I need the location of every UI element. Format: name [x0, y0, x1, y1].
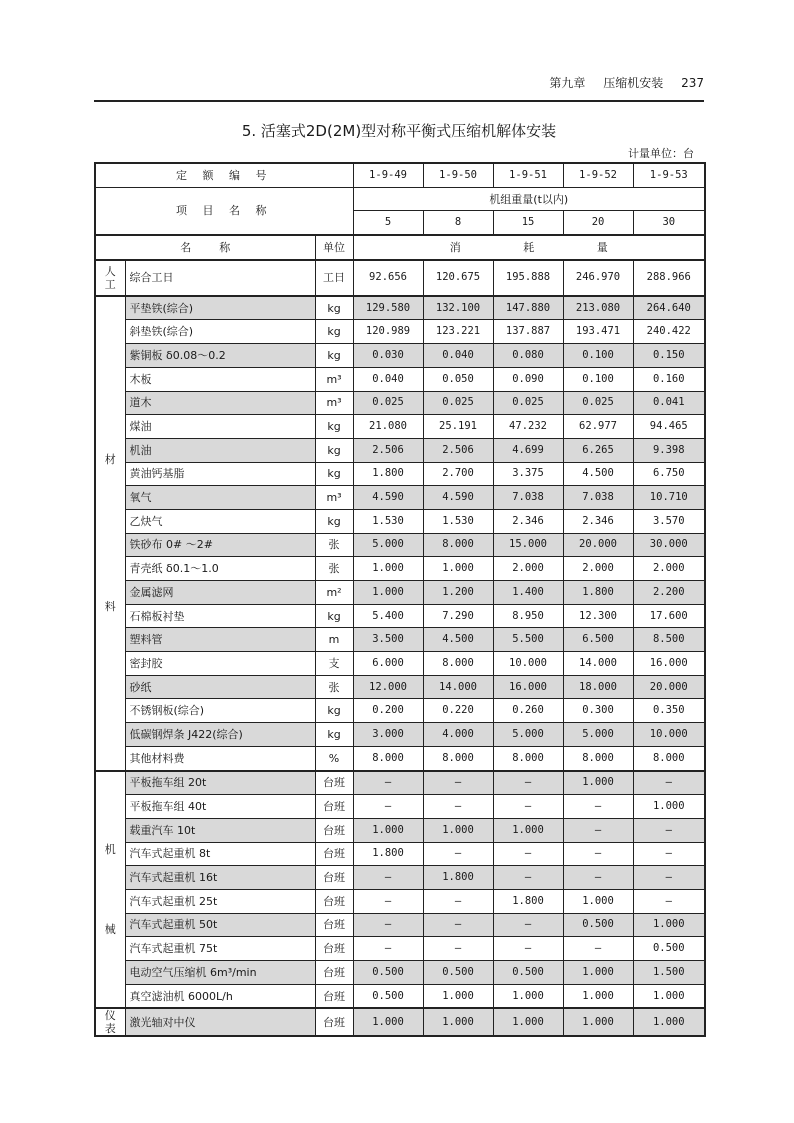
- item-name: 青壳纸 δ0.1～1.0: [125, 557, 315, 581]
- consumption-value: —: [423, 842, 493, 866]
- table-row: [95, 367, 705, 391]
- category-char: 料: [104, 600, 116, 614]
- consumption-value: 5.500: [493, 628, 563, 652]
- item-name: 密封胶: [125, 652, 315, 676]
- table-row: [95, 746, 705, 770]
- item-unit: 张: [315, 557, 353, 581]
- table-row: [95, 652, 705, 676]
- consumption-value: 25.191: [423, 415, 493, 439]
- consumption-value: 1.000: [423, 818, 493, 842]
- consumption-value: —: [423, 889, 493, 913]
- consumption-value: —: [633, 866, 705, 890]
- consumption-value: 147.880: [493, 296, 563, 320]
- consumption-value: 7.038: [563, 486, 633, 510]
- consumption-value: 1.000: [563, 984, 633, 1008]
- item-unit: 工日: [315, 260, 353, 296]
- consumption-value: 21.080: [353, 415, 423, 439]
- consumption-value: 7.038: [493, 486, 563, 510]
- item-unit: 台班: [315, 866, 353, 890]
- consumption-value: —: [563, 795, 633, 819]
- consumption-value: 0.025: [563, 391, 633, 415]
- consumption-value: 0.030: [353, 344, 423, 368]
- consumption-value: 0.160: [633, 367, 705, 391]
- consumption-value: 8.000: [423, 746, 493, 770]
- item-name: 激光轴对中仪: [125, 1008, 315, 1036]
- consumption-value: 0.300: [563, 699, 633, 723]
- consumption-value: 3.000: [353, 723, 423, 747]
- consumption-value: 1.000: [493, 984, 563, 1008]
- header-rule: [94, 100, 704, 102]
- quota-code-label: 定 额 编 号: [95, 163, 353, 187]
- table-row: [95, 913, 705, 937]
- section-label: 压缩机安装: [603, 76, 664, 90]
- consumption-value: 0.040: [423, 344, 493, 368]
- unit-column-header: 单位: [315, 235, 353, 260]
- unit-note: 计量单位：台: [628, 147, 694, 160]
- consumption-value: 0.040: [353, 367, 423, 391]
- consumption-value: 6.000: [353, 652, 423, 676]
- consumption-value: 0.100: [563, 367, 633, 391]
- consumption-value: 4.590: [423, 486, 493, 510]
- table-row: [95, 344, 705, 368]
- consumption-value: 0.500: [563, 913, 633, 937]
- weight-value: 5: [353, 211, 423, 235]
- consumption-value: 7.290: [423, 604, 493, 628]
- consumption-value: 12.000: [353, 675, 423, 699]
- category-char: 械: [104, 922, 116, 936]
- item-unit: kg: [315, 699, 353, 723]
- consumption-value: 16.000: [633, 652, 705, 676]
- consumption-value: 18.000: [563, 675, 633, 699]
- item-name: 综合工日: [125, 260, 315, 296]
- consumption-value: 240.422: [633, 320, 705, 344]
- consumption-value: —: [423, 795, 493, 819]
- consumption-value: 137.887: [493, 320, 563, 344]
- name-column-header: 名 称: [95, 235, 315, 260]
- consumption-value: 2.000: [493, 557, 563, 581]
- consumption-value: 0.350: [633, 699, 705, 723]
- consumption-value: 1.000: [563, 1008, 633, 1036]
- category-char: 仪: [104, 1009, 116, 1023]
- item-name: 汽车式起重机 8t: [125, 842, 315, 866]
- item-name: 紫铜板 δ0.08～0.2: [125, 344, 315, 368]
- weight-label: 机组重量(t以内): [353, 187, 705, 211]
- item-unit: kg: [315, 723, 353, 747]
- category-char: 人: [104, 264, 116, 278]
- consumption-value: 92.656: [353, 260, 423, 296]
- consumption-value: —: [563, 866, 633, 890]
- consumption-value: 2.506: [423, 438, 493, 462]
- consumption-value: 123.221: [423, 320, 493, 344]
- consumption-value: 0.025: [423, 391, 493, 415]
- consumption-value: 3.500: [353, 628, 423, 652]
- table-row: [95, 866, 705, 890]
- category-char: 表: [104, 1022, 116, 1036]
- item-name: 塑料管: [125, 628, 315, 652]
- page-title: 5. 活塞式2D(2M)型对称平衡式压缩机解体安装: [241, 122, 557, 140]
- item-unit: 支: [315, 652, 353, 676]
- consumption-value: 1.000: [353, 1008, 423, 1036]
- consumption-value: 213.080: [563, 296, 633, 320]
- table-row: [95, 842, 705, 866]
- consumption-value: —: [633, 842, 705, 866]
- item-unit: m³: [315, 486, 353, 510]
- table-row: [95, 462, 705, 486]
- page-number: 237: [681, 76, 704, 90]
- consumption-value: 1.530: [423, 509, 493, 533]
- table-row: [95, 961, 705, 985]
- consumption-value: 132.100: [423, 296, 493, 320]
- consumption-value: 2.000: [563, 557, 633, 581]
- item-name-label: 项 目 名 称: [95, 187, 353, 235]
- consumption-value: —: [353, 889, 423, 913]
- consumption-value: 0.500: [423, 961, 493, 985]
- consumption-value: 8.000: [563, 746, 633, 770]
- consumption-char: 耗: [523, 240, 535, 254]
- table-row: [95, 604, 705, 628]
- consumption-value: 10.710: [633, 486, 705, 510]
- weight-value: 15: [493, 211, 563, 235]
- item-unit: 台班: [315, 913, 353, 937]
- quota-code-row: [95, 163, 705, 187]
- consumption-value: 6.265: [563, 438, 633, 462]
- consumption-value: —: [423, 937, 493, 961]
- consumption-value: —: [493, 866, 563, 890]
- category-cell: [95, 1008, 125, 1036]
- category-char: 材: [104, 453, 116, 467]
- item-unit: kg: [315, 296, 353, 320]
- consumption-value: 1.800: [353, 462, 423, 486]
- item-unit: 台班: [315, 818, 353, 842]
- item-name: 木板: [125, 367, 315, 391]
- item-name: 载重汽车 10t: [125, 818, 315, 842]
- consumption-value: 8.000: [493, 746, 563, 770]
- consumption-header: [353, 235, 705, 260]
- item-name: 其他材料费: [125, 746, 315, 770]
- consumption-value: —: [353, 795, 423, 819]
- item-unit: 台班: [315, 771, 353, 795]
- consumption-value: 20.000: [633, 675, 705, 699]
- consumption-value: 1.800: [563, 581, 633, 605]
- consumption-value: —: [563, 842, 633, 866]
- item-unit: kg: [315, 438, 353, 462]
- consumption-value: 193.471: [563, 320, 633, 344]
- consumption-value: 129.580: [353, 296, 423, 320]
- consumption-value: 15.000: [493, 533, 563, 557]
- consumption-value: 10.000: [493, 652, 563, 676]
- item-unit: m: [315, 628, 353, 652]
- consumption-value: 5.400: [353, 604, 423, 628]
- consumption-value: 17.600: [633, 604, 705, 628]
- consumption-value: 5.000: [353, 533, 423, 557]
- consumption-value: 0.500: [493, 961, 563, 985]
- item-unit: 台班: [315, 961, 353, 985]
- table-row: [95, 557, 705, 581]
- consumption-value: 0.080: [493, 344, 563, 368]
- consumption-value: 4.000: [423, 723, 493, 747]
- consumption-value: 1.000: [633, 984, 705, 1008]
- table-row: [95, 818, 705, 842]
- consumption-value: 8.500: [633, 628, 705, 652]
- consumption-value: —: [633, 818, 705, 842]
- consumption-value: 1.000: [633, 1008, 705, 1036]
- weight-value: 8: [423, 211, 493, 235]
- item-name: 煤油: [125, 415, 315, 439]
- consumption-value: —: [493, 771, 563, 795]
- consumption-value: 120.675: [423, 260, 493, 296]
- page-header: [94, 74, 704, 98]
- consumption-value: 246.970: [563, 260, 633, 296]
- consumption-value: 0.200: [353, 699, 423, 723]
- consumption-value: 195.888: [493, 260, 563, 296]
- item-name: 平板拖车组 40t: [125, 795, 315, 819]
- consumption-value: 1.800: [493, 889, 563, 913]
- consumption-value: 8.000: [353, 746, 423, 770]
- consumption-value: 94.465: [633, 415, 705, 439]
- consumption-value: —: [353, 771, 423, 795]
- consumption-value: 4.699: [493, 438, 563, 462]
- consumption-value: 120.989: [353, 320, 423, 344]
- item-unit: kg: [315, 604, 353, 628]
- item-name: 氧气: [125, 486, 315, 510]
- consumption-value: 0.100: [563, 344, 633, 368]
- item-unit: 台班: [315, 842, 353, 866]
- table-row: [95, 438, 705, 462]
- consumption-value: 1.000: [353, 818, 423, 842]
- table-row: [95, 486, 705, 510]
- quota-code: 1-9-50: [423, 163, 493, 187]
- consumption-value: —: [633, 771, 705, 795]
- consumption-value: —: [633, 889, 705, 913]
- table-row: [95, 675, 705, 699]
- consumption-value: 10.000: [633, 723, 705, 747]
- consumption-value: 12.300: [563, 604, 633, 628]
- consumption-value: 1.530: [353, 509, 423, 533]
- item-unit: kg: [315, 462, 353, 486]
- consumption-value: 264.640: [633, 296, 705, 320]
- consumption-value: —: [423, 771, 493, 795]
- consumption-value: 2.700: [423, 462, 493, 486]
- consumption-value: 1.000: [633, 795, 705, 819]
- consumption-value: —: [493, 795, 563, 819]
- consumption-value: 62.977: [563, 415, 633, 439]
- table-row: [95, 723, 705, 747]
- quota-code: 1-9-51: [493, 163, 563, 187]
- item-name: 斜垫铁(综合): [125, 320, 315, 344]
- consumption-value: —: [353, 937, 423, 961]
- table-row: [95, 628, 705, 652]
- consumption-value: 1.000: [563, 771, 633, 795]
- consumption-value: 5.000: [563, 723, 633, 747]
- consumption-value: 0.025: [353, 391, 423, 415]
- table-row: [95, 889, 705, 913]
- consumption-value: 2.000: [633, 557, 705, 581]
- item-name: 乙炔气: [125, 509, 315, 533]
- item-name: 低碳钢焊条 J422(综合): [125, 723, 315, 747]
- consumption-value: 2.346: [493, 509, 563, 533]
- consumption-value: 1.000: [423, 557, 493, 581]
- consumption-value: 2.200: [633, 581, 705, 605]
- item-unit: 台班: [315, 889, 353, 913]
- table-row: [95, 320, 705, 344]
- consumption-value: 0.025: [493, 391, 563, 415]
- table-row: [95, 1008, 705, 1036]
- category-cell: [95, 771, 125, 1009]
- item-name: 汽车式起重机 75t: [125, 937, 315, 961]
- consumption-value: —: [353, 913, 423, 937]
- category-cell: [95, 296, 125, 771]
- weight-value: 30: [633, 211, 705, 235]
- weight-label-row: [95, 187, 705, 211]
- consumption-value: 0.041: [633, 391, 705, 415]
- consumption-value: —: [353, 866, 423, 890]
- consumption-value: —: [493, 937, 563, 961]
- consumption-value: 1.000: [493, 1008, 563, 1036]
- consumption-value: 0.220: [423, 699, 493, 723]
- column-header-row: [95, 235, 705, 260]
- item-name: 汽车式起重机 25t: [125, 889, 315, 913]
- consumption-value: 288.966: [633, 260, 705, 296]
- consumption-char: 量: [596, 240, 608, 254]
- consumption-value: 1.000: [353, 581, 423, 605]
- item-unit: 台班: [315, 1008, 353, 1036]
- item-unit: kg: [315, 415, 353, 439]
- item-unit: 台班: [315, 795, 353, 819]
- consumption-value: 8.000: [633, 746, 705, 770]
- consumption-value: 0.090: [493, 367, 563, 391]
- item-unit: 台班: [315, 937, 353, 961]
- quota-table: [94, 162, 706, 1037]
- consumption-value: 4.500: [563, 462, 633, 486]
- consumption-value: 1.800: [423, 866, 493, 890]
- table-row: [95, 296, 705, 320]
- item-unit: m²: [315, 581, 353, 605]
- chapter-label: 第九章: [549, 76, 586, 90]
- item-name: 真空滤油机 6000L/h: [125, 984, 315, 1008]
- item-unit: 张: [315, 533, 353, 557]
- consumption-value: 1.400: [493, 581, 563, 605]
- item-name: 平垫铁(综合): [125, 296, 315, 320]
- consumption-value: 30.000: [633, 533, 705, 557]
- consumption-value: 8.000: [423, 533, 493, 557]
- item-unit: 台班: [315, 984, 353, 1008]
- table-row: [95, 771, 705, 795]
- item-name: 砂纸: [125, 675, 315, 699]
- item-name: 铁砂布 0# ～2#: [125, 533, 315, 557]
- consumption-value: —: [493, 913, 563, 937]
- consumption-value: 14.000: [423, 675, 493, 699]
- consumption-value: 3.375: [493, 462, 563, 486]
- consumption-value: —: [493, 842, 563, 866]
- consumption-value: 1.000: [563, 889, 633, 913]
- consumption-value: 1.000: [353, 557, 423, 581]
- consumption-value: 1.800: [353, 842, 423, 866]
- consumption-value: 0.050: [423, 367, 493, 391]
- consumption-value: 47.232: [493, 415, 563, 439]
- consumption-value: 4.500: [423, 628, 493, 652]
- item-name: 汽车式起重机 50t: [125, 913, 315, 937]
- item-unit: %: [315, 746, 353, 770]
- category-char: 机: [104, 842, 116, 856]
- consumption-value: 2.346: [563, 509, 633, 533]
- quota-code: 1-9-53: [633, 163, 705, 187]
- consumption-value: 0.150: [633, 344, 705, 368]
- consumption-value: —: [423, 913, 493, 937]
- consumption-value: 9.398: [633, 438, 705, 462]
- consumption-value: 1.000: [423, 1008, 493, 1036]
- item-name: 电动空气压缩机 6m³/min: [125, 961, 315, 985]
- item-name: 汽车式起重机 16t: [125, 866, 315, 890]
- table-row: [95, 391, 705, 415]
- table-row: [95, 415, 705, 439]
- table-row: [95, 984, 705, 1008]
- item-unit: kg: [315, 320, 353, 344]
- consumption-value: 2.506: [353, 438, 423, 462]
- quota-code: 1-9-52: [563, 163, 633, 187]
- consumption-value: 1.000: [633, 913, 705, 937]
- consumption-value: 0.260: [493, 699, 563, 723]
- table-row: [95, 795, 705, 819]
- consumption-value: 3.570: [633, 509, 705, 533]
- consumption-value: 8.950: [493, 604, 563, 628]
- consumption-value: 8.000: [423, 652, 493, 676]
- consumption-value: 1.000: [493, 818, 563, 842]
- quota-table-body: [95, 163, 705, 1036]
- table-row: [95, 937, 705, 961]
- consumption-value: 1.500: [633, 961, 705, 985]
- item-unit: 张: [315, 675, 353, 699]
- consumption-value: 1.000: [563, 961, 633, 985]
- consumption-value: 5.000: [493, 723, 563, 747]
- item-name: 道木: [125, 391, 315, 415]
- table-row: [95, 581, 705, 605]
- consumption-value: 0.500: [353, 984, 423, 1008]
- item-unit: kg: [315, 344, 353, 368]
- item-name: 石棉板衬垫: [125, 604, 315, 628]
- consumption-value: 1.000: [423, 984, 493, 1008]
- item-unit: m³: [315, 367, 353, 391]
- category-cell: [95, 260, 125, 296]
- table-row: [95, 699, 705, 723]
- table-row: [95, 260, 705, 296]
- item-name: 不锈钢板(综合): [125, 699, 315, 723]
- item-name: 黄油钙基脂: [125, 462, 315, 486]
- consumption-value: 16.000: [493, 675, 563, 699]
- consumption-value: 4.590: [353, 486, 423, 510]
- consumption-char: 消: [449, 240, 461, 254]
- consumption-value: 14.000: [563, 652, 633, 676]
- consumption-value: 6.750: [633, 462, 705, 486]
- consumption-value: 20.000: [563, 533, 633, 557]
- consumption-value: —: [563, 818, 633, 842]
- weight-value: 20: [563, 211, 633, 235]
- consumption-value: 0.500: [353, 961, 423, 985]
- consumption-value: 1.200: [423, 581, 493, 605]
- consumption-value: —: [563, 937, 633, 961]
- item-unit: m³: [315, 391, 353, 415]
- table-row: [95, 533, 705, 557]
- consumption-value: 6.500: [563, 628, 633, 652]
- item-name: 平板拖车组 20t: [125, 771, 315, 795]
- consumption-value: 0.500: [633, 937, 705, 961]
- table-row: [95, 509, 705, 533]
- item-name: 机油: [125, 438, 315, 462]
- category-char: 工: [104, 277, 116, 291]
- item-unit: kg: [315, 509, 353, 533]
- quota-code: 1-9-49: [353, 163, 423, 187]
- item-name: 金属滤网: [125, 581, 315, 605]
